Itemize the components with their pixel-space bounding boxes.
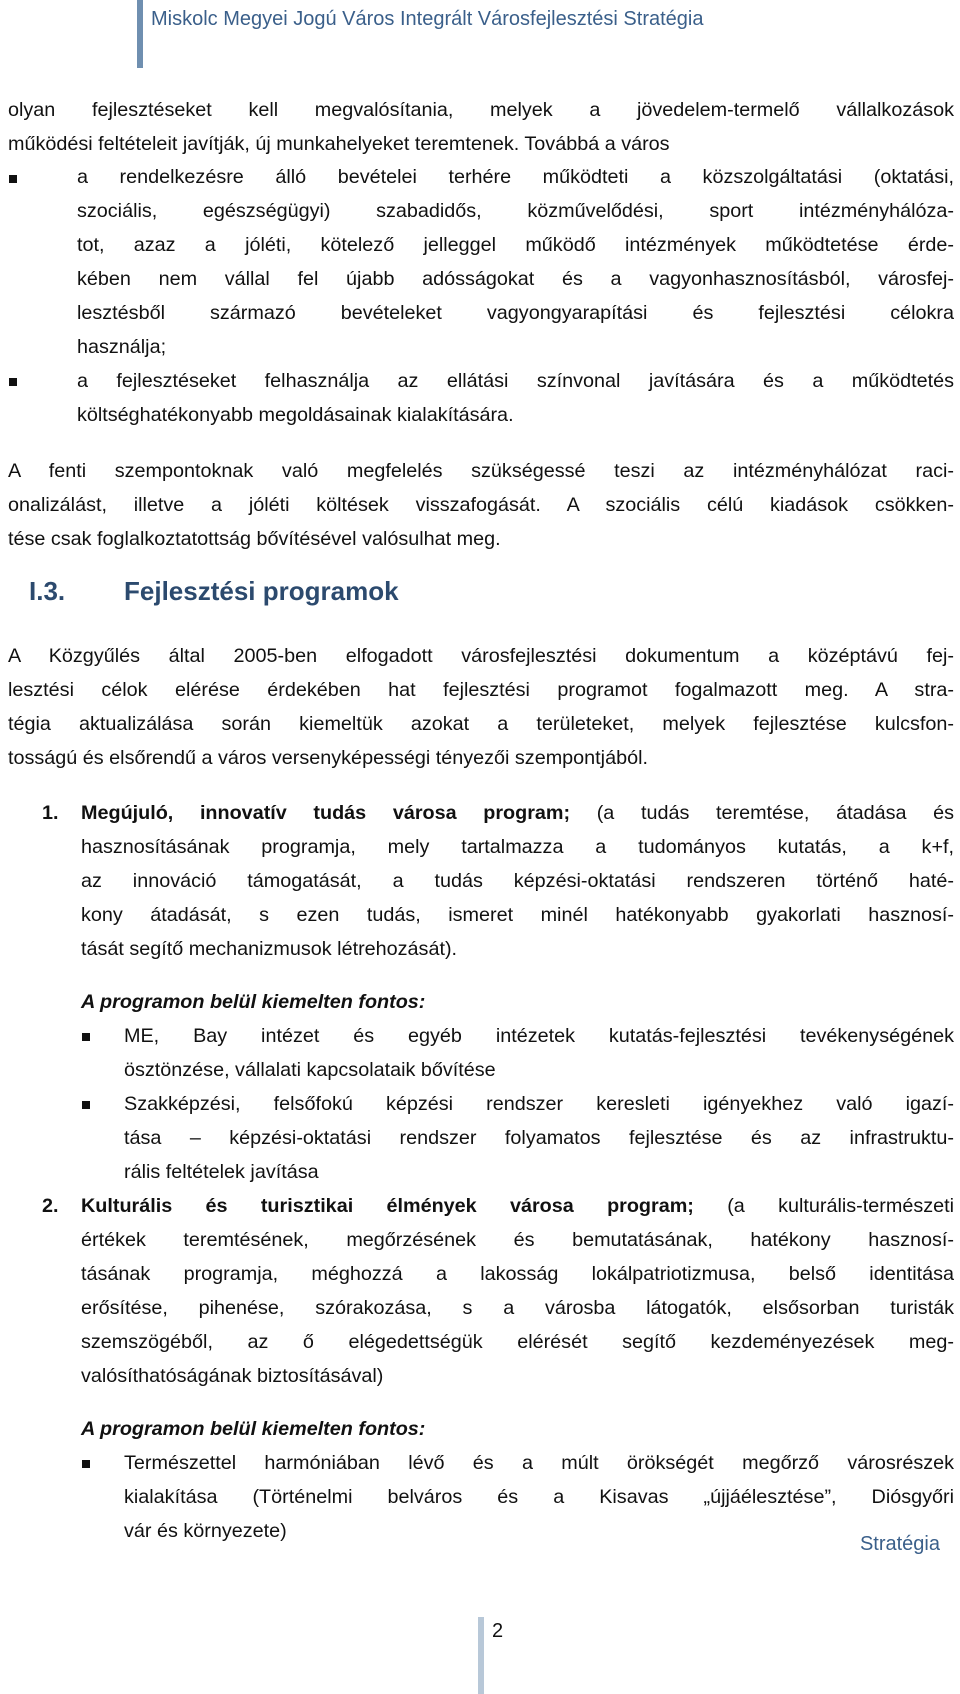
footer-label: Stratégia <box>859 1533 940 1555</box>
bullet-a1-line-4: kében nem vállal fel újabb adósságokat és a vagyonhasznosításból, városfej- <box>77 268 954 290</box>
program-1-line-3: az innováció támogatását, a tudás képzési-oktatási rendszeren történő haté- <box>81 870 954 892</box>
program-2-item-1-line-3: vár és környezete) <box>124 1520 287 1542</box>
para2-line-1: A fenti szempontoknak való megfelelés szükségessé teszi az intézményhálózat raci- <box>8 460 954 482</box>
program-2-line-4: erősítése, pihenése, szórakozása, s a városba látogatók, elsősorban turisták <box>81 1297 954 1319</box>
footer-accent-bar <box>478 1617 484 1694</box>
program-1-item-1-line-1: ME, Bay intézet és egyéb intézetek kutatás-fejlesztési tevékenységének <box>124 1025 954 1047</box>
program-1-item-1-line-2: ösztönzése, vállalati kapcsolataik bővítése <box>124 1059 496 1081</box>
header-accent-bar <box>137 0 143 68</box>
section-heading <box>29 576 399 607</box>
program-1-subheading: A programon belül kiemelten fontos: <box>81 991 426 1013</box>
program-1-item-2-line-2: tása – képzési-oktatási rendszer folyamatos fejlesztése és az infrastruktu- <box>124 1127 954 1149</box>
bullet-icon <box>82 1033 90 1041</box>
program-1-line-4: kony átadását, s ezen tudás, ismeret minél hatékonyabb gyakorlati hasznosí- <box>81 904 954 926</box>
para3-line-2: lesztési célok elérése érdekében hat fejlesztési programot fogalmazott meg. A stra- <box>8 679 954 701</box>
header-title: Miskolc Megyei Jogú Város Integrált Városfejlesztési Stratégia <box>151 8 704 30</box>
bullet-a1-line-2: szociális, egészségügyi) szabadidős, közművelődési, sport intézményhálóza- <box>77 200 954 222</box>
program-1-title: Megújuló, innovatív tudás városa program; <box>81 802 571 824</box>
program-2-item-1-line-1: Természettel harmóniában lévő és a múlt örökségét megőrző városrészek <box>124 1452 954 1474</box>
program-2-line-3: tásának programja, méghozzá a lakosság lokálpatriotizmusa, belső identitása <box>81 1263 954 1285</box>
program-2-number: 2. <box>42 1195 59 1217</box>
para3-line-1: A Közgyűlés által 2005-ben elfogadott városfejlesztési dokumentum a középtávú fej- <box>8 645 954 667</box>
program-2-line-2: értékek teremtésének, megőrzésének és bemutatásának, hatékony hasznosí- <box>81 1229 954 1251</box>
bullet-a2-line-2: költséghatékonyabb megoldásainak kialakítására. <box>77 404 514 426</box>
para2-line-3: tése csak foglalkoztatottság bővítésével valósulhat meg. <box>8 528 501 550</box>
bullet-a2-line-1: a fejlesztéseket felhasználja az ellátási színvonal javítására és a működtetés <box>77 370 954 392</box>
section-title: Fejlesztési programok <box>124 576 399 606</box>
intro-line-1: olyan fejlesztéseket kell megvalósítania, melyek a jövedelem-termelő vállalkozások <box>8 99 954 121</box>
bullet-icon <box>82 1460 90 1468</box>
bullet-a1-line-1: a rendelkezésre álló bevételei terhére működteti a közszolgáltatási (oktatási, <box>77 166 954 188</box>
bullet-a1-line-3: tot, azaz a jóléti, kötelező jelleggel működő intézmények működtetése érde- <box>77 234 954 256</box>
program-2-desc-start: (a kulturális-természeti <box>693 1195 954 1217</box>
bullet-icon <box>9 378 17 386</box>
page-header <box>137 0 937 68</box>
program-2-line-1 <box>81 1190 954 1224</box>
bullet-a1-line-6: használja; <box>77 336 167 358</box>
program-1-desc-start: (a tudás teremtése, átadása és <box>570 802 955 824</box>
page-number: 2 <box>492 1620 504 1642</box>
program-2-line-6: valósíthatóságának biztosításával) <box>81 1365 384 1387</box>
program-2-title: Kulturális és turisztikai élmények városa program; <box>81 1195 694 1217</box>
program-1-number: 1. <box>42 802 59 824</box>
bullet-icon <box>9 175 17 183</box>
intro-line-2: működési feltételeit javítják, új munkahelyeket teremtenek. Továbbá a város <box>8 133 670 155</box>
program-2-item-1-line-2: kialakítása (Történelmi belváros és a Kisavas „újjáélesztése”, Diósgyőri <box>124 1486 954 1508</box>
program-2-subheading: A programon belül kiemelten fontos: <box>81 1418 426 1440</box>
program-1-item-2-line-3: rális feltételek javítása <box>124 1161 319 1183</box>
bullet-a1-line-5: lesztésből származó bevételeket vagyongyarapítási és fejlesztési célokra <box>77 302 954 324</box>
program-1-line-2: hasznosításának programja, mely tartalmazza a tudományos kutatás, a k+f, <box>81 836 954 858</box>
section-number: I.3. <box>29 576 66 606</box>
program-1-line-5: tását segítő mechanizmusok létrehozását). <box>81 938 458 960</box>
bullet-icon <box>82 1101 90 1109</box>
program-2-line-5: szemszögéből, az ő elégedettségük elérését segítő kezdeményezések meg- <box>81 1331 954 1353</box>
program-1-line-1 <box>81 797 954 831</box>
para2-line-2: onalizálást, illetve a jóléti költések visszafogását. A szociális célú kiadások csökken- <box>8 494 954 516</box>
para3-line-3: tégia aktualizálása során kiemeltük azokat a területeket, melyek fejlesztése kulcsfon- <box>8 713 954 735</box>
para3-line-4: tosságú és elsőrendű a város versenyképességi tényezői szempontjából. <box>8 747 648 769</box>
program-1-item-2-line-1: Szakképzési, felsőfokú képzési rendszer keresleti igényekhez való igazí- <box>124 1093 954 1115</box>
